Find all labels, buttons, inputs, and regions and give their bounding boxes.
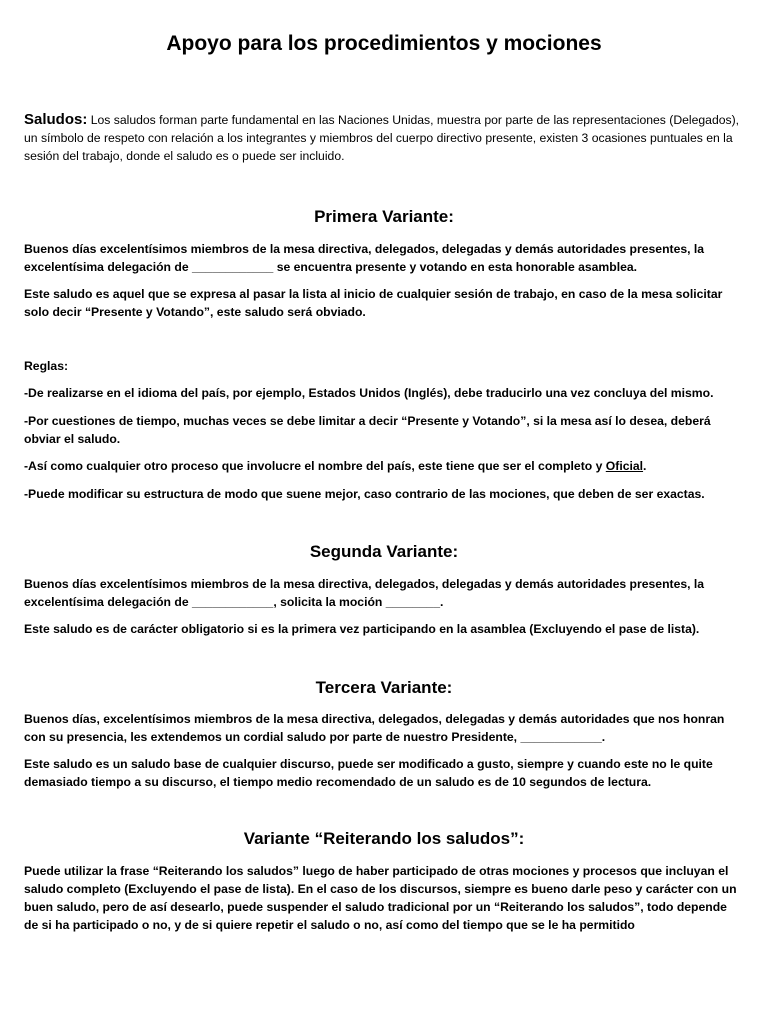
primera-explanation: Este saludo es aquel que se expresa al pasar la lista al inicio de cualquier sesión de trabajo, en caso de la mesa solicitar solo decir “Presente y Votando”, este saludo será obviado. [24, 287, 723, 319]
heading-reiterando-variante: Variante “Reiterando los saludos”: [243, 829, 525, 848]
heading-segunda-variante: Segunda Variante: [309, 542, 459, 561]
rule-3 [24, 457, 742, 475]
tercera-explanation: Este saludo es un saludo base de cualquier discurso, puede ser modificado a gusto, siempre y cuando este no le quite demasiado tiempo a su discurso, el tiempo medio recomendado de un saludo es de 10 segundos de lectura. [24, 757, 713, 789]
rule-1: -De realizarse en el idioma del país, por ejemplo, Estados Unidos (Inglés), debe traducirlo una vez concluya del mismo. [24, 386, 714, 400]
rules-label: Reglas: [24, 359, 69, 373]
rule-3-underlined: Oficial [605, 459, 644, 473]
primera-greeting: Buenos días excelentísimos miembros de la mesa directiva, delegados, delegadas y demás autoridades presentes, la excelentísima delegación de ____________ se encuentra presente y votando en esta honorable asamblea. [24, 242, 705, 274]
intro-paragraph [24, 111, 742, 165]
rule-3-end: . [643, 459, 647, 473]
segunda-greeting: Buenos días excelentísimos miembros de la mesa directiva, delegados, delegadas y demás autoridades presentes, la excelentísima delegación de ____________, solicita la moción ________. [24, 577, 705, 609]
intro-label: Saludos: [24, 111, 88, 128]
heading-primera-variante: Primera Variante: [314, 207, 454, 226]
document-title: Apoyo para los procedimientos y mociones [166, 32, 602, 55]
rule-3-text: -Así como cualquier otro proceso que involucre el nombre del país, este tiene que ser el completo y [24, 459, 606, 473]
heading-tercera-variante: Tercera Variante: [315, 678, 453, 697]
tercera-greeting: Buenos días, excelentísimos miembros de la mesa directiva, delegados, delegadas y demás autoridades que nos honran con su presencia, les extendemos un cordial saludo por parte de nuestro Presidente, ____________. [24, 712, 725, 744]
rule-2: -Por cuestiones de tiempo, muchas veces se debe limitar a decir “Presente y Votando”, si la mesa así lo desea, deberá obviar el saludo. [24, 414, 711, 446]
reiterando-text: Puede utilizar la frase “Reiterando los saludos” luego de haber participado de otras mociones y procesos que incluyan el saludo completo (Excluyendo el pase de lista). En el caso de los discursos, siempre es bueno darle peso y carácter con un buen saludo, pero de así desearlo, puede suspender el saludo tradicional por un “Reiterando los saludos”, todo depende de si ha participado o no, y de si quiere repetir el saludo o no, así como del tiempo que se le ha permitido [24, 864, 737, 932]
rule-4: -Puede modificar su estructura de modo que suene mejor, caso contrario de las mociones, que deben de ser exactas. [24, 487, 705, 501]
segunda-explanation: Este saludo es de carácter obligatorio si es la primera vez participando en la asamblea (Excluyendo el pase de lista). [24, 622, 700, 636]
intro-text: Los saludos forman parte fundamental en las Naciones Unidas, muestra por parte de las representaciones (Delegados), un símbolo de respeto con relación a los integrantes y miembros del cuerpo directivo presente, existen 3 ocasiones puntuales en la sesión del trabajo, donde el saludo es o puede ser incluido. [24, 113, 740, 163]
